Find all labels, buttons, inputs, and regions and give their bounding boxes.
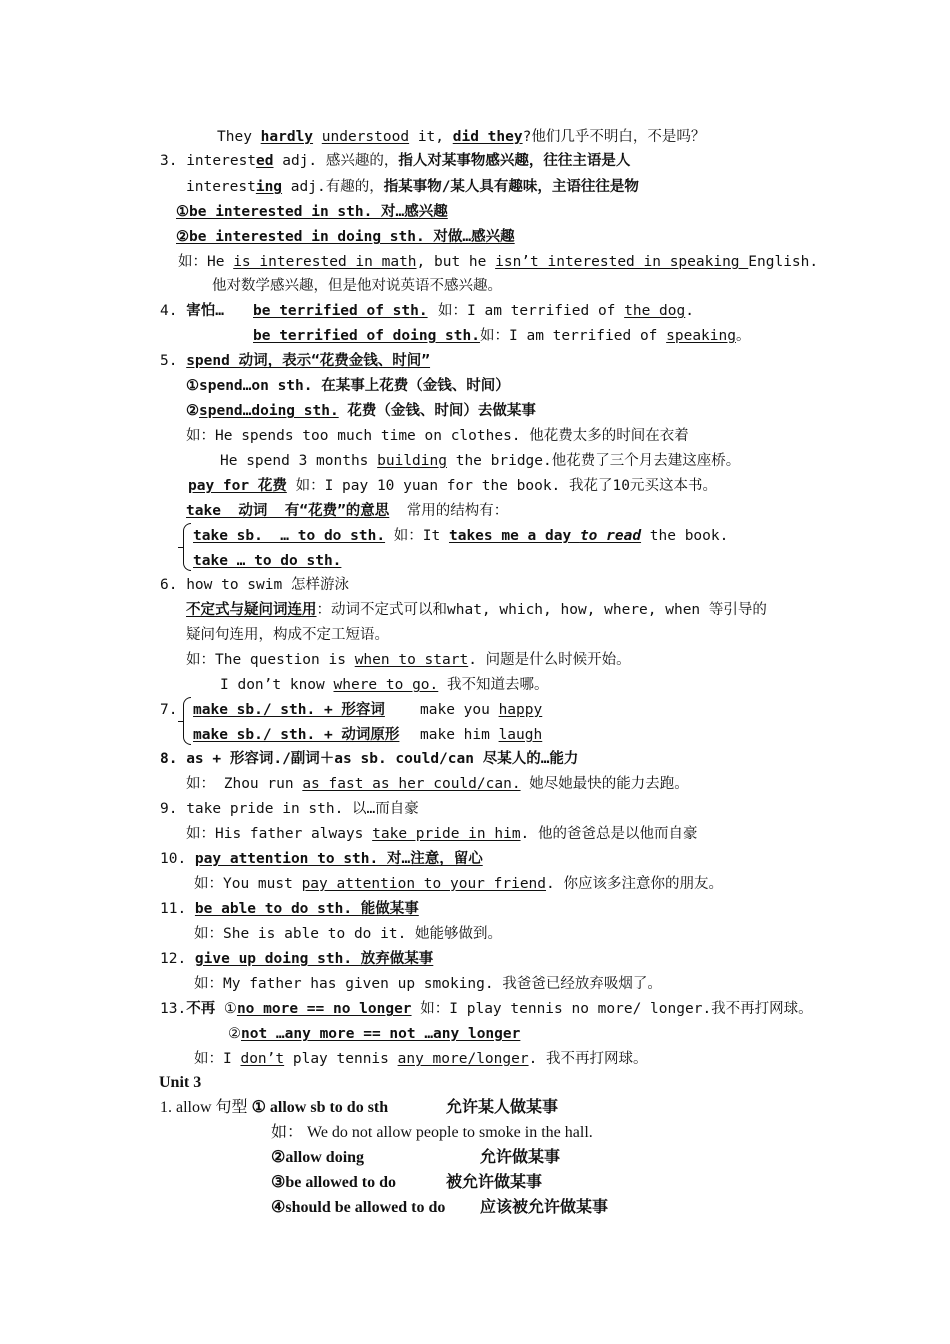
text: make him: [420, 727, 499, 743]
brace-icon: [183, 697, 191, 745]
text-underline: any more/longer: [397, 1051, 529, 1067]
text: make you: [420, 702, 499, 718]
text-underline: the dog: [624, 303, 686, 319]
text: 如：I am terrified of: [480, 328, 667, 344]
line: [420, 725, 542, 745]
text: . 我不再打网球。: [528, 1051, 648, 1067]
item-number: 4.: [160, 303, 187, 319]
item-number: 12.: [160, 951, 195, 967]
text-bold: 指某事物/某人具有趣味，主语往往是物: [383, 179, 639, 195]
line: 应该被允许做某事: [480, 1199, 609, 1216]
line: [186, 650, 631, 670]
text-underline: isn’t interested in speaking: [495, 254, 749, 270]
text: adj.有趣的，: [282, 179, 384, 195]
text: ?他们几乎不明白，不是吗？: [522, 129, 706, 145]
line: [160, 949, 433, 969]
text: ：动词不定式可以和what, which, how, where, when 等引导的: [316, 602, 767, 618]
line: [160, 151, 630, 171]
text-bold: 不定式与疑问词连用: [186, 602, 317, 618]
text-bold: take sb. … to do sth.: [193, 528, 386, 544]
line: ①be interested in sth. 对…感兴趣: [176, 204, 448, 220]
text: [313, 129, 322, 145]
line: [186, 774, 689, 794]
item-number: 13.: [160, 1001, 187, 1017]
line: [480, 326, 750, 346]
text-bold: be able to do sth. 能做某事: [194, 901, 419, 917]
line: be terrified of sth.: [253, 303, 428, 319]
text: 如：I pay 10 yuan for the book. 我花了10元买这本书。: [286, 478, 717, 494]
text-bold: give up doing sth. 放弃做某事: [194, 951, 434, 967]
line: be terrified of doing sth.: [253, 328, 480, 344]
text-bold: no more == no longer: [236, 1001, 412, 1017]
line: 9. take pride in sth. 以…而自豪: [160, 801, 419, 817]
line: make sb./ sth. + 动词原形: [193, 727, 400, 743]
line: 如：She is able to do it. 她能够做到。: [194, 926, 503, 942]
line: [160, 1098, 388, 1118]
line: [220, 451, 740, 471]
text: 我不知道去哪。: [438, 677, 549, 693]
text-bold: hardly: [260, 129, 314, 145]
text-bold: did they: [452, 129, 523, 145]
text: the bridge.他花费了三个月去建这座桥。: [446, 453, 741, 469]
line: [420, 700, 542, 720]
text: 如：I: [194, 1051, 241, 1067]
line: [186, 177, 639, 197]
item-number: 7.: [160, 702, 178, 718]
line: [186, 824, 698, 844]
text: play tennis: [284, 1051, 398, 1067]
text: the book.: [641, 528, 729, 544]
line: [220, 675, 549, 695]
text: . 他的爸爸总是以他而自豪: [520, 826, 698, 842]
line: [160, 899, 419, 919]
text: 花费（金钱、时间）去做某事: [338, 403, 536, 419]
text: ①: [215, 1001, 237, 1017]
text: 。: [735, 328, 751, 344]
line: 疑问句连用，构成不定工短语。: [186, 627, 389, 643]
line: [194, 1049, 648, 1069]
item-number: 10.: [160, 851, 195, 867]
line: make sb./ sth. + 形容词: [193, 702, 385, 718]
line: take … to do sth.: [193, 553, 342, 569]
text-underline: take pride in him: [372, 826, 521, 842]
line: 6. how to swim 怎样游泳: [160, 577, 349, 593]
text: 如：The question is: [186, 652, 355, 668]
line: ①spend…on sth. 在某事上花费（金钱、时间）: [186, 378, 510, 394]
line: [186, 600, 767, 620]
line: ②allow doing: [271, 1149, 365, 1166]
text: it,: [409, 129, 453, 145]
text-underline: speaking: [666, 328, 736, 344]
text: interest: [186, 153, 257, 169]
text: 1. allow 句型: [160, 1099, 252, 1116]
line: 他对数学感兴趣，但是他对说英语不感兴趣。: [212, 278, 502, 294]
line: [178, 252, 818, 272]
line: 如：He spends too much time on clothes. 他花费太多的时间在衣着: [186, 428, 689, 444]
text: English.: [748, 254, 819, 270]
line: [228, 1024, 520, 1044]
text-bold: take 动词 有“花费”的意思: [186, 503, 390, 519]
text-underline: laugh: [498, 727, 543, 743]
line: [188, 476, 717, 496]
text-bold: 不再: [186, 1001, 216, 1017]
line: 允许某人做某事: [446, 1099, 559, 1116]
text: 如： Zhou run: [186, 776, 303, 792]
line: ③be allowed to do: [271, 1174, 397, 1191]
text-bold: to read: [579, 528, 642, 544]
line: [217, 127, 705, 147]
text-bold: takes me a day: [448, 528, 580, 544]
text: interest: [186, 179, 256, 195]
text-underline: is interested in math: [233, 254, 417, 270]
text-bold: not …any more == not …any longer: [241, 1026, 521, 1042]
text-bold: spend 动词，表示“花费金钱、时间”: [186, 353, 431, 369]
text-underline: where to go.: [333, 677, 439, 693]
line: [186, 401, 536, 421]
text-bold: ing: [255, 179, 283, 195]
text: ②: [186, 403, 199, 419]
text-underline: as fast as her could/can.: [302, 776, 521, 792]
text: 常用的结构有：: [389, 503, 509, 519]
line: [194, 874, 723, 894]
text-underline: happy: [498, 702, 543, 718]
text: 如：I am terrified of: [438, 303, 625, 319]
text-bold: ① allow sb to do sth: [251, 1099, 389, 1116]
text-bold: pay for 花费: [188, 478, 287, 494]
text: ②: [228, 1026, 241, 1042]
text: I don’t know: [220, 677, 334, 693]
item-number: 11.: [160, 901, 195, 917]
text: 她尽她最快的能力去跑。: [520, 776, 689, 792]
text: They: [217, 129, 261, 145]
item-number: 5.: [160, 353, 187, 369]
brace-icon: [183, 523, 191, 571]
text: He spend 3 months: [220, 453, 378, 469]
line: 被允许做某事: [446, 1174, 543, 1191]
text-underline: understood: [321, 129, 410, 145]
text-bold: 害怕…: [186, 303, 224, 319]
text: .: [685, 303, 694, 319]
text: 如：You must: [194, 876, 302, 892]
section-heading: Unit 3: [159, 1074, 202, 1091]
line: ②be interested in doing sth. 对做…感兴趣: [176, 229, 515, 245]
line: [160, 999, 813, 1019]
text-underline: when to start: [354, 652, 469, 668]
line: 8. as + 形容词./副词＋as sb. could/can 尽某人的…能力: [160, 751, 579, 767]
text-underline: don’t: [240, 1051, 285, 1067]
line: [438, 301, 694, 321]
text-underline: spend…doing sth.: [199, 403, 339, 419]
text: . 你应该多注意你的朋友。: [546, 876, 723, 892]
item-number: 3.: [160, 153, 187, 169]
line: [193, 526, 728, 546]
text-underline: pay attention to your friend: [301, 876, 547, 892]
line: ④should be allowed to do: [271, 1199, 446, 1216]
text-bold: pay attention to sth. 对…注意，留心: [194, 851, 483, 867]
line: [160, 849, 483, 869]
text: 如：His father always: [186, 826, 373, 842]
line: 如： We do not allow people to smoke in the hall.: [271, 1124, 593, 1141]
text: . 问题是什么时候开始。: [468, 652, 631, 668]
text: 如：I play tennis no more/ longer.我不再打网球。: [411, 1001, 813, 1017]
text: adj. 感兴趣的，: [273, 153, 399, 169]
text-underline: building: [377, 453, 447, 469]
text: , but he: [416, 254, 496, 270]
text-bold: ed: [256, 153, 274, 169]
text-bold: 指人对某事物感兴趣，往往主语是人: [398, 153, 631, 169]
line: [186, 501, 508, 521]
line: [160, 351, 430, 371]
text: 如：He: [178, 254, 234, 270]
text: 如：It: [385, 528, 449, 544]
line: [160, 301, 224, 321]
line: 如：My father has given up smoking. 我爸爸已经放弃吸烟了。: [194, 976, 662, 992]
line: 允许做某事: [480, 1149, 561, 1166]
